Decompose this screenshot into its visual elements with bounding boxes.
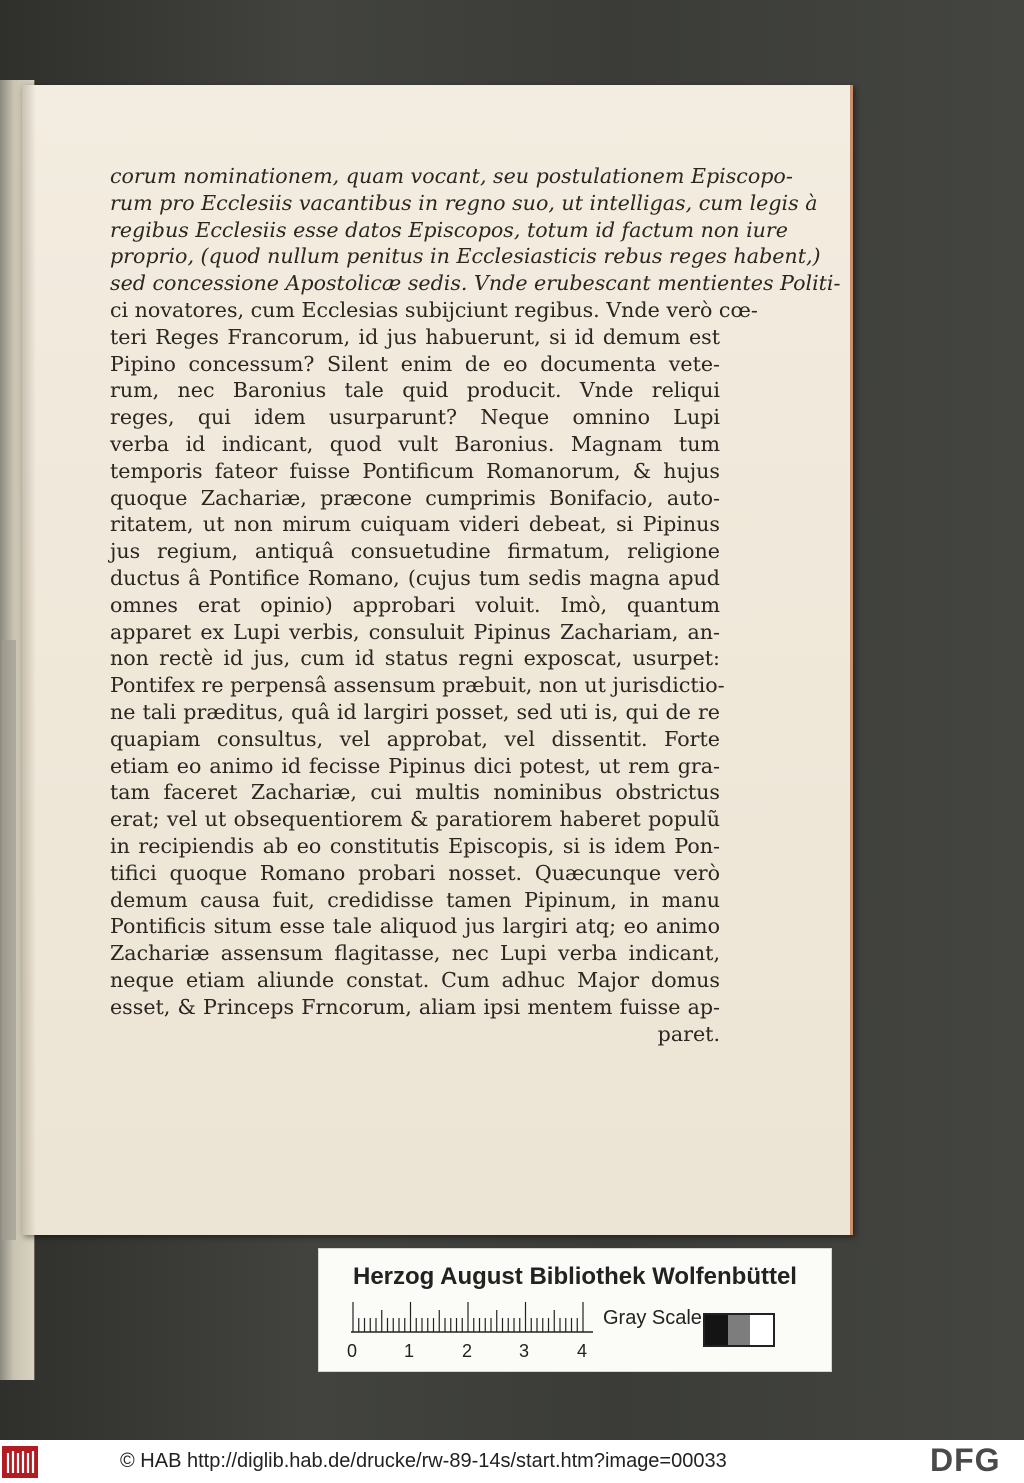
text-line: etiam eo animo id fecisse Pipinus dici potest, ut rem gra- xyxy=(110,753,720,778)
ruler-number: 3 xyxy=(519,1341,530,1361)
text-line: corum nominationem, quam vocant, seu postulationem Episcopo- xyxy=(110,164,793,188)
text-line: teri Reges Francorum, id jus habuerunt, si id demum est xyxy=(110,324,720,349)
text-line: apparet ex Lupi verbis, consuluit Pipinus Zachariam, an- xyxy=(110,619,720,644)
text-line: ductus â Pontifice Romano, (cujus tum sedis magna apud xyxy=(110,565,720,590)
text-line: neque etiam aliunde constat. Cum adhuc Major domus xyxy=(110,967,720,992)
text-line: regibus Ecclesiis esse datos Episcopos, totum id factum non iure xyxy=(110,217,788,242)
text-line: ne tali præditus, quâ id largiri posset, sed uti is, qui de re xyxy=(110,699,720,724)
ruler-number: 1 xyxy=(404,1341,415,1361)
text-line: rum pro Ecclesiis vacantibus in regno suo, ut intelligas, cum legis à xyxy=(110,190,818,215)
gray-swatch-mid xyxy=(728,1315,751,1345)
text-line-catchword: paret. xyxy=(657,1021,720,1046)
ruler-icon xyxy=(351,1299,593,1333)
ruler-number: 0 xyxy=(347,1341,358,1361)
text-line: erat; vel ut obsequentiorem & paratiorem haberet populũ xyxy=(110,807,720,832)
text-line: esset, & Princeps Frncorum, aliam ipsi mentem fuisse ap- xyxy=(110,994,720,1019)
ruler-number: 2 xyxy=(462,1341,473,1361)
color-calibration-card xyxy=(318,1248,832,1372)
text-line: Pontificis situm esse tale aliquod jus largiri atq; eo animo xyxy=(110,914,720,939)
text-line: tifici quoque Romano probari nosset. Quæcunque verò xyxy=(110,860,720,885)
text-line: non rectè id jus, cum id status regni exposcat, usurpet: xyxy=(110,646,720,671)
text-line: in recipiendis ab eo constitutis Episcopis, si is idem Pon- xyxy=(110,833,720,858)
text-line: verba id indicant, quod vult Baronius. Magnam tum xyxy=(110,431,720,456)
scale-ruler xyxy=(351,1299,593,1333)
text-line: proprio, (quod nullum penitus in Ecclesiasticis rebus reges habent,) xyxy=(110,244,821,269)
gray-scale-swatches xyxy=(703,1313,775,1347)
text-line: ci novatores, cum Ecclesias subijciunt regibus. Vnde verò cœ- xyxy=(110,297,758,322)
hab-logo-icon xyxy=(2,1446,38,1478)
text-line: quapiam consultus, vel approbat, vel dissentit. Forte xyxy=(110,726,720,751)
gray-swatch-white xyxy=(750,1315,773,1345)
page-text xyxy=(110,163,841,1047)
footer-copyright-link[interactable]: © HAB http://diglib.hab.de/drucke/rw-89-14s/start.htm?image=00033 xyxy=(120,1450,727,1472)
text-line: demum causa fuit, credidisse tamen Pipinum, in manu xyxy=(110,887,720,912)
text-line: reges, qui idem usurparunt? Neque omnino Lupi xyxy=(110,405,720,430)
text-line: quoque Zachariæ, præcone cumprimis Bonifacio, auto- xyxy=(110,485,720,510)
gray-scale-label: Gray Scale xyxy=(603,1307,702,1329)
text-line: sed concessione Apostolicæ sedis. Vnde erubescant mentientes Politi- xyxy=(110,271,841,296)
text-line: tam faceret Zachariæ, cui multis nominibus obstrictus xyxy=(110,780,720,805)
text-line: jus regium, antiquâ consuetudine firmatum, religione xyxy=(110,539,720,564)
text-line: omnes erat opinio) approbari voluit. Imò, quantum xyxy=(110,592,720,617)
text-line: rum, nec Baronius tale quid producit. Vnde reliqui xyxy=(110,378,720,403)
text-line: ritatem, ut non mirum cuiquam videri debeat, si Pipinus xyxy=(110,512,720,537)
text-line: Pontifex re perpensâ assensum præbuit, non ut jurisdictio- xyxy=(110,673,725,698)
book-page xyxy=(22,85,853,1235)
library-name: Herzog August Bibliothek Wolfenbüttel xyxy=(353,1263,797,1290)
text-line: temporis fateor fuisse Pontificum Romanorum, & hujus xyxy=(110,458,720,483)
dfg-logo: DFG xyxy=(930,1442,1001,1478)
text-line: Zachariæ assensum flagitasse, nec Lupi verba indicant, xyxy=(110,941,720,966)
text-line: Pipino concessum? Silent enim de eo documenta vete- xyxy=(110,351,720,376)
left-page-strip xyxy=(2,640,16,1240)
gray-swatch-black xyxy=(705,1315,728,1345)
ruler-number: 4 xyxy=(577,1341,588,1361)
